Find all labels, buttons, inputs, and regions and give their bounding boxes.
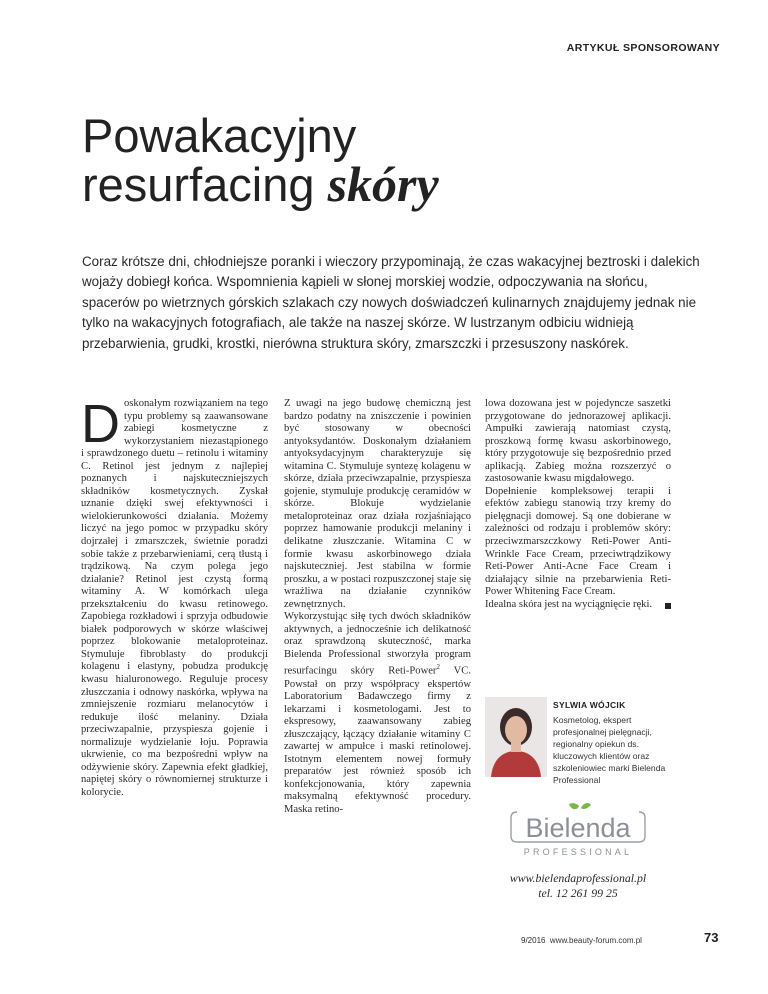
- article-column-1: [81, 394, 268, 800]
- bielenda-logo: [509, 802, 647, 858]
- column-3-paragraph-3: [485, 599, 671, 612]
- section-label: ARTYKUŁ SPONSOROWANY: [566, 42, 720, 54]
- svg-text:PROFESSIONAL: PROFESSIONAL: [523, 847, 633, 857]
- column-1-text: oskonałym rozwiązaniem na tego typu problemy są zaawansowane zabiegi kosmetyczne z wykorzystaniem niezastąpionego i sprawdzonego duetu – retinolu i witaminy C. Retinol jest jednym z najlepiej poznanych i najskuteczniejszych składników kosmetycznych. Zyskał uznanie dzięki swej efektywności i wielokierunkowości działania. Możemy liczyć na jego pomoc w przypadku skóry dojrzałej i zmarszczek, świetnie poradzi sobie także z przebarwieniami, cerą tłustą i trądzikową. Na czym polega jego działanie? Retinol jest czystą formą witaminy A. W komórkach ulega przekształceniu do kwasu retinowego. Zapobiega rozkładowi i sprzyja odbudowie białek podporowych w skórze właściwej poprzez blokowanie metaloproteinaz. Stymuluje fibroblasty do produkcji kolagenu i elastyny, pobudza produkcję kwasu hialuronowego. Reguluje procesy złuszczania i odnowy naskórka, wpływa na zmniejszenie rozmiaru melanocytów i redukuje ilość melaniny. Działa przeciwzapalnie, przyspiesza gojenie i normalizuje wydzielanie łoju. Poprawia ukrwienie, co ma bezpośredni wpływ na odżywienie skóry. Zapewnia efekt gładkiej, napiętej skóry o równomiernej strukturze i kolorycie.: [81, 398, 268, 798]
- article-lead: Coraz krótsze dni, chłodniejsze poranki i wieczory przypominają, że czas wakacyjnej beztroski i dalekich wojaży dobiegł końca. Wspomnienia kąpieli w słonej morskiej wodzie, odpoczywania na słońcu, spacerów po wietrznych górskich szlakach czy nowych doświadczeń kulinarnych znajdujemy jednak nie tylko na wakacyjnych fotografiach, ale także na naszej skórze. W lustrzanym odbiciu widnieją przebarwienia, grudki, krostki, nierówna struktura skóry, zmarszczki i przesuszony naskórek.: [82, 254, 700, 351]
- article-headline: [82, 109, 722, 212]
- svg-text:Bielenda: Bielenda: [525, 813, 631, 843]
- brand-phone: tel. 12 261 99 25: [538, 886, 618, 900]
- author-portrait-icon: [485, 697, 547, 777]
- bielenda-logo-icon: [509, 802, 647, 858]
- headline-line2: resurfacing: [82, 158, 328, 211]
- column-2-paragraph-2-start: Wykorzystując siłę tych dwóch składników aktywnych, a jednocześnie ich delikatność oraz sprawdzoną skuteczność, marka Bielenda Professional stworzyła program resurfacingu skóry Reti-Power: [284, 611, 471, 678]
- column-2-paragraph-2-end: VC. Powstał on przy współpracy ekspertów Laboratorium Badawczego firmy z lekarzami i kosmetologami. Jest to ekspresowy, zaawansowany zabieg złuszczający, łączący działanie witaminy C zawartej w ampułce i maski retinolowej. Istotnym elementem nowej formuły preparatów jest również sposób ich konfekcjonowania, który zapewnia maksymalną efektywność procedury. Maska retino-: [284, 666, 471, 816]
- column-3-paragraph-2: Dopełnienie kompleksowej terapii i efektów zabiegu stanowią trzy kremy do pielęgnacji domowej. Są one dobierane w zależności od rodzaju i problemów skóry: przeciwzmarszczkowy Reti-Power Anti-Wrinkle Face Cream, przeciwtrądzikowy Reti-Power Anti-Acne Face Cream i działający silnie na przebarwienia Reti-Power Whitening Face Cream.: [485, 485, 671, 598]
- brand-website-link[interactable]: www.bielendaprofessional.pl: [509, 871, 647, 885]
- article-column-3: [485, 398, 671, 611]
- column-3-paragraph-1: lowa dozowana jest w pojedyncze saszetki przygotowane do jednorazowej aplikacji. Ampułki zawierają natomiast czystą, proszkową formę kwasu askorbinowego, który przygotowuje się bezpośrednio przed aplikacją. Zabieg można rozszerzyć o zastosowanie kwasu migdałowego.: [485, 398, 671, 485]
- end-of-article-mark: [665, 603, 671, 609]
- footer-issue-info: 9/2016 www.beauty-forum.com.pl: [521, 936, 642, 945]
- superscript: 2: [436, 663, 440, 672]
- headline-emphasis: skóry: [327, 156, 439, 212]
- author-photo: [485, 697, 547, 777]
- page-number: 73: [704, 930, 719, 945]
- column-2-paragraph-1: Z uwagi na jego budowę chemiczną jest bardzo podatny na zniszczenie i powinien być stosowany w obecności antyoksydantów. Doskonałym działaniem antyoksydacyjnym charakteryzuje się witamina C. Stymuluje syntezę kolagenu w skórze, działa przeciwzapalnie, przyspiesza gojenie, stymuluje produkcję ceramidów w skórze. Blokuje wydzielanie metaloproteinaz oraz działa rozjaśniająco poprzez hamowanie produkcji melaniny i delikatne złuszczanie. Witamina C w formie kwasu askorbinowego działa najskuteczniej. Jest stabilna w formie proszku, a w postaci rozpuszczonej staje się wrażliwa na działanie czynników zewnętrznych.: [284, 398, 471, 610]
- article-column-2: [284, 398, 471, 817]
- headline-line1: Powakacyjny: [82, 109, 357, 162]
- author-bio: Kosmetolog, ekspert profesjonalnej pielęgnacji, regionalny opiekun ds. kluczowych klientów oraz szkoleniowiec marki Bielenda Professional: [553, 715, 666, 785]
- closing-line: Idealna skóra jest na wyciągnięcie ręki.: [485, 598, 653, 610]
- column-2-paragraph-2: [284, 611, 471, 816]
- author-name: SYLWIA WÓJCIK: [553, 700, 626, 710]
- drop-cap: D: [81, 394, 120, 454]
